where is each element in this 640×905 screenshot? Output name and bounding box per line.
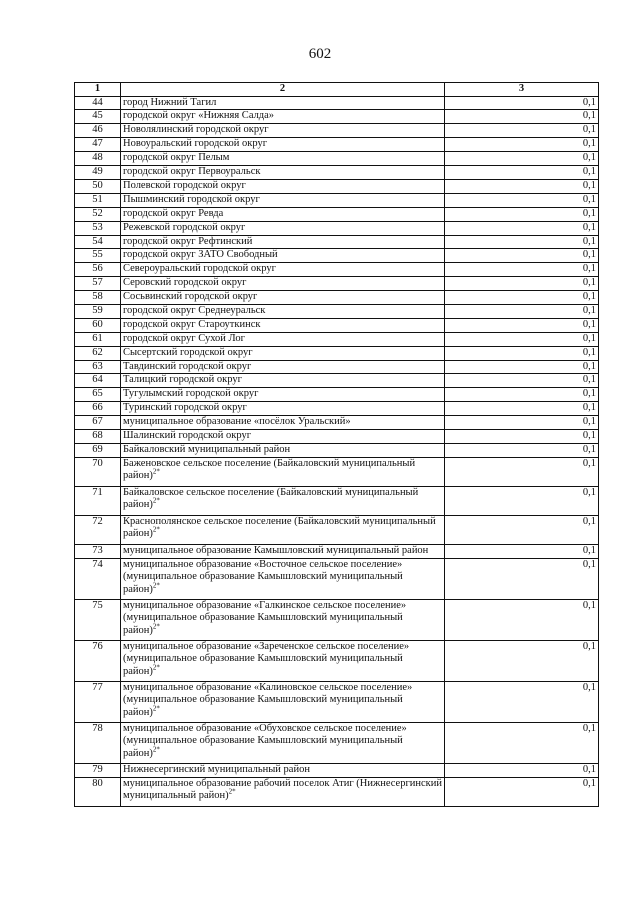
row-number: 51	[75, 193, 121, 207]
row-name-cell	[121, 332, 445, 346]
table-row	[75, 96, 599, 110]
row-value: 0,1	[445, 763, 599, 777]
row-name-cell	[121, 681, 445, 722]
row-number: 53	[75, 221, 121, 235]
row-value: 0,1	[445, 457, 599, 486]
table-row	[75, 304, 599, 318]
row-number: 79	[75, 763, 121, 777]
row-name: Баженовское сельское поселение (Байкаловский муниципальный район)	[123, 457, 416, 482]
row-value: 0,1	[445, 388, 599, 402]
row-name-cell	[121, 722, 445, 763]
row-name-cell	[121, 777, 445, 806]
row-number: 71	[75, 486, 121, 515]
row-value: 0,1	[445, 235, 599, 249]
row-name-cell	[121, 457, 445, 486]
row-name: муниципальное образование «Зареченское сельское поселение» (муниципальное образование Камышловский муниципальный район)	[123, 640, 410, 677]
row-name-cell	[121, 193, 445, 207]
table-row	[75, 374, 599, 388]
row-name: Байкаловский муниципальный район	[123, 443, 291, 455]
row-name-cell	[121, 360, 445, 374]
row-value: 0,1	[445, 249, 599, 263]
row-name-cell	[121, 263, 445, 277]
row-name: Новолялинский городской округ	[123, 124, 269, 136]
row-number: 58	[75, 291, 121, 305]
footnote-mark: 2*	[152, 663, 160, 672]
row-number: 47	[75, 138, 121, 152]
row-value: 0,1	[445, 346, 599, 360]
row-name-cell	[121, 138, 445, 152]
row-name: Полевской городской округ	[123, 179, 246, 191]
row-name: Сысертский городской округ	[123, 346, 253, 358]
row-number: 74	[75, 558, 121, 599]
row-value: 0,1	[445, 332, 599, 346]
row-name: Шалинский городской округ	[123, 429, 252, 441]
table-row	[75, 263, 599, 277]
row-name: городской округ «Нижняя Салда»	[123, 110, 275, 122]
row-name: Пышминский городской округ	[123, 193, 260, 205]
row-value: 0,1	[445, 640, 599, 681]
footnote-mark: 2*	[152, 467, 160, 476]
row-value: 0,1	[445, 110, 599, 124]
table-row	[75, 138, 599, 152]
row-number: 50	[75, 179, 121, 193]
row-name: Байкаловское сельское поселение (Байкаловский муниципальный район)	[123, 486, 419, 511]
row-name-cell	[121, 152, 445, 166]
row-number: 78	[75, 722, 121, 763]
table-row	[75, 457, 599, 486]
row-number: 70	[75, 457, 121, 486]
row-name-cell	[121, 640, 445, 681]
row-name: Туринский городской округ	[123, 402, 247, 414]
row-value: 0,1	[445, 429, 599, 443]
row-name: Серовский городской округ	[123, 277, 247, 289]
row-name: муниципальное образование Камышловский муниципальный район	[123, 544, 429, 556]
row-name-cell	[121, 207, 445, 221]
footnote-mark: 2*	[152, 622, 160, 631]
row-value: 0,1	[445, 416, 599, 430]
row-value: 0,1	[445, 179, 599, 193]
row-value: 0,1	[445, 681, 599, 722]
row-name-cell	[121, 318, 445, 332]
table-header-row	[75, 83, 599, 97]
row-name: Нижнесергинский муниципальный район	[123, 763, 310, 775]
row-name: городской округ Первоуральск	[123, 166, 261, 178]
row-number: 66	[75, 402, 121, 416]
row-name: город Нижний Тагил	[123, 96, 217, 108]
row-value: 0,1	[445, 558, 599, 599]
table-row	[75, 291, 599, 305]
row-name: городской округ Сухой Лог	[123, 332, 245, 344]
data-table	[74, 82, 599, 807]
row-name: городской округ Рефтинский	[123, 235, 253, 247]
row-value: 0,1	[445, 360, 599, 374]
row-number: 67	[75, 416, 121, 430]
row-name: городской округ Пелым	[123, 152, 230, 164]
row-name: муниципальное образование «посёлок Уральский»	[123, 416, 351, 428]
row-name-cell	[121, 277, 445, 291]
row-name: городской округ Ревда	[123, 207, 224, 219]
table-row	[75, 152, 599, 166]
table-row	[75, 124, 599, 138]
table-row	[75, 544, 599, 558]
table-row	[75, 416, 599, 430]
row-name-cell	[121, 429, 445, 443]
table-row	[75, 486, 599, 515]
row-value: 0,1	[445, 152, 599, 166]
row-name: городской округ ЗАТО Свободный	[123, 249, 278, 261]
row-name: Сосьвинский городской округ	[123, 291, 258, 303]
row-value: 0,1	[445, 138, 599, 152]
table-row	[75, 640, 599, 681]
row-name-cell	[121, 249, 445, 263]
table-row	[75, 179, 599, 193]
row-name-cell	[121, 346, 445, 360]
row-number: 80	[75, 777, 121, 806]
row-name: Новоуральский городской округ	[123, 138, 268, 150]
table-row	[75, 515, 599, 544]
table-row	[75, 235, 599, 249]
row-number: 44	[75, 96, 121, 110]
table-row	[75, 166, 599, 180]
table-row	[75, 221, 599, 235]
row-value: 0,1	[445, 544, 599, 558]
table-body	[75, 96, 599, 806]
table-row	[75, 722, 599, 763]
table-row	[75, 763, 599, 777]
row-name-cell	[121, 544, 445, 558]
row-name: муниципальное образование «Калиновское сельское поселение» (муниципальное образование Камышловский муниципальный район)	[123, 681, 413, 718]
table-row	[75, 777, 599, 806]
table-row	[75, 346, 599, 360]
row-number: 52	[75, 207, 121, 221]
row-number: 69	[75, 443, 121, 457]
row-name: городской округ Среднеуральск	[123, 304, 266, 316]
row-number: 46	[75, 124, 121, 138]
row-name-cell	[121, 221, 445, 235]
table-row	[75, 360, 599, 374]
table-row	[75, 318, 599, 332]
row-number: 73	[75, 544, 121, 558]
row-name: Тавдинский городской округ	[123, 360, 252, 372]
table-row	[75, 110, 599, 124]
row-number: 49	[75, 166, 121, 180]
table-row	[75, 681, 599, 722]
row-name-cell	[121, 486, 445, 515]
footnote-mark: 2*	[152, 745, 160, 754]
row-value: 0,1	[445, 777, 599, 806]
row-value: 0,1	[445, 722, 599, 763]
row-number: 59	[75, 304, 121, 318]
table-row	[75, 429, 599, 443]
table-row	[75, 443, 599, 457]
table-row	[75, 558, 599, 599]
row-value: 0,1	[445, 207, 599, 221]
row-number: 72	[75, 515, 121, 544]
row-value: 0,1	[445, 599, 599, 640]
row-number: 55	[75, 249, 121, 263]
table-row	[75, 207, 599, 221]
row-name: Талицкий городской округ	[123, 374, 242, 386]
row-value: 0,1	[445, 486, 599, 515]
row-value: 0,1	[445, 304, 599, 318]
row-name-cell	[121, 304, 445, 318]
row-number: 62	[75, 346, 121, 360]
row-name-cell	[121, 110, 445, 124]
row-number: 48	[75, 152, 121, 166]
row-number: 57	[75, 277, 121, 291]
row-value: 0,1	[445, 277, 599, 291]
header-col-1: 1	[75, 83, 121, 97]
table-row	[75, 402, 599, 416]
table-row	[75, 249, 599, 263]
page-number: 602	[308, 46, 332, 62]
row-name-cell	[121, 179, 445, 193]
table-row	[75, 599, 599, 640]
row-number: 54	[75, 235, 121, 249]
row-value: 0,1	[445, 193, 599, 207]
row-name-cell	[121, 515, 445, 544]
row-number: 56	[75, 263, 121, 277]
header-col-2: 2	[121, 83, 445, 97]
footnote-mark: 2*	[228, 787, 236, 796]
table-row	[75, 332, 599, 346]
row-name-cell	[121, 388, 445, 402]
row-value: 0,1	[445, 124, 599, 138]
row-name-cell	[121, 235, 445, 249]
row-name-cell	[121, 416, 445, 430]
table-row	[75, 388, 599, 402]
row-name-cell	[121, 402, 445, 416]
row-value: 0,1	[445, 318, 599, 332]
row-value: 0,1	[445, 515, 599, 544]
row-name-cell	[121, 374, 445, 388]
row-name-cell	[121, 166, 445, 180]
row-name: Режевской городской округ	[123, 221, 246, 233]
table-row	[75, 193, 599, 207]
header-col-3: 3	[445, 83, 599, 97]
row-name: городской округ Староуткинск	[123, 318, 261, 330]
row-name: Краснополянское сельское поселение (Байкаловский муниципальный район)	[123, 515, 436, 540]
row-name-cell	[121, 443, 445, 457]
row-name-cell	[121, 763, 445, 777]
row-number: 68	[75, 429, 121, 443]
row-number: 75	[75, 599, 121, 640]
row-value: 0,1	[445, 96, 599, 110]
row-number: 61	[75, 332, 121, 346]
row-name-cell	[121, 291, 445, 305]
row-number: 76	[75, 640, 121, 681]
row-value: 0,1	[445, 221, 599, 235]
footnote-mark: 2*	[152, 581, 160, 590]
row-value: 0,1	[445, 263, 599, 277]
row-value: 0,1	[445, 402, 599, 416]
row-name: муниципальное образование «Галкинское сельское поселение» (муниципальное образование Камышловский муниципальный район)	[123, 599, 407, 636]
row-value: 0,1	[445, 166, 599, 180]
row-name: муниципальное образование «Восточное сельское поселение» (муниципальное образование Камышловский муниципальный район)	[123, 558, 403, 595]
row-number: 77	[75, 681, 121, 722]
table-row	[75, 277, 599, 291]
row-name: Тугулымский городской округ	[123, 388, 259, 400]
row-name-cell	[121, 124, 445, 138]
row-number: 45	[75, 110, 121, 124]
row-value: 0,1	[445, 291, 599, 305]
row-value: 0,1	[445, 443, 599, 457]
row-value: 0,1	[445, 374, 599, 388]
footnote-mark: 2*	[152, 525, 160, 534]
footnote-mark: 2*	[152, 496, 160, 505]
row-name-cell	[121, 558, 445, 599]
row-name: Североуральский городской округ	[123, 263, 276, 275]
row-name-cell	[121, 96, 445, 110]
row-name: муниципальное образование рабочий поселок Атиг (Нижнесергинский муниципальный район)	[123, 777, 443, 802]
row-name: муниципальное образование «Обуховское сельское поселение» (муниципальное образование Камышловский муниципальный район)	[123, 722, 407, 759]
row-number: 64	[75, 374, 121, 388]
row-name-cell	[121, 599, 445, 640]
row-number: 65	[75, 388, 121, 402]
row-number: 60	[75, 318, 121, 332]
footnote-mark: 2*	[152, 704, 160, 713]
row-number: 63	[75, 360, 121, 374]
